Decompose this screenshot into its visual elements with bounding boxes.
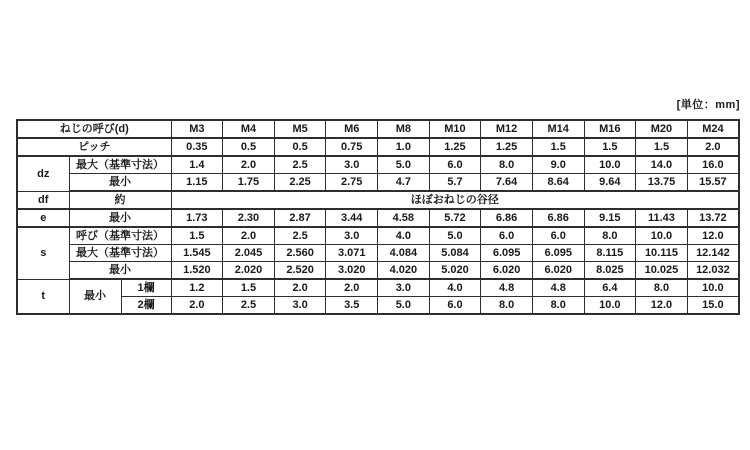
- t-col2-value: 3.0: [274, 297, 326, 315]
- row-df: [17, 191, 739, 209]
- t-col1-value: 2.0: [274, 279, 326, 297]
- t-col1-value: 2.0: [326, 279, 378, 297]
- pitch-label: ピッチ: [17, 138, 171, 156]
- s-min-value: 2.520: [274, 262, 326, 280]
- s-nominal-value: 8.0: [584, 227, 636, 245]
- unit-label: [単位：mm]: [676, 99, 740, 111]
- t-symbol: t: [17, 279, 69, 314]
- e-min-value: 2.87: [274, 209, 326, 227]
- row-dz-max: [17, 156, 739, 174]
- s-nominal-value: 5.0: [429, 227, 481, 245]
- column-header-size: M6: [326, 120, 378, 138]
- s-nominal-value: 6.0: [532, 227, 584, 245]
- column-header-size: M14: [532, 120, 584, 138]
- column-header-size: M8: [378, 120, 430, 138]
- t-col1-value: 4.8: [532, 279, 584, 297]
- e-symbol: e: [17, 209, 69, 227]
- dz-symbol: dz: [17, 156, 69, 191]
- s-max-value: 2.045: [223, 245, 275, 262]
- t-col1-value: 1.2: [171, 279, 223, 297]
- s-min-value: 4.020: [378, 262, 430, 280]
- dz-min-value: 7.64: [481, 174, 533, 192]
- s-max-value: 10.115: [636, 245, 688, 262]
- pitch-value: 1.25: [429, 138, 481, 156]
- thread-size-label: ねじの呼び(d): [17, 120, 171, 138]
- dz-max-value: 14.0: [636, 156, 688, 174]
- dz-max-value: 3.0: [326, 156, 378, 174]
- t-col2-value: 8.0: [481, 297, 533, 315]
- s-symbol: s: [17, 227, 69, 279]
- dz-min-value: 4.7: [378, 174, 430, 192]
- dz-min-value: 1.15: [171, 174, 223, 192]
- s-min-value: 1.520: [171, 262, 223, 280]
- s-max-value: 12.142: [687, 245, 739, 262]
- s-nominal-value: 2.0: [223, 227, 275, 245]
- t-col2-value: 6.0: [429, 297, 481, 315]
- dz-min-value: 2.25: [274, 174, 326, 192]
- t-col1-value: 1.5: [223, 279, 275, 297]
- e-min-value: 11.43: [636, 209, 688, 227]
- e-min-value: 6.86: [532, 209, 584, 227]
- dz-max-value: 2.0: [223, 156, 275, 174]
- dz-min-value: 2.75: [326, 174, 378, 192]
- dz-min-value: 15.57: [687, 174, 739, 192]
- t-col2-value: 8.0: [532, 297, 584, 315]
- pitch-value: 1.5: [636, 138, 688, 156]
- df-note: ほぼおねじの谷径: [171, 191, 739, 209]
- row-s-min: [17, 262, 739, 280]
- dz-max-value: 9.0: [532, 156, 584, 174]
- row-e-min: [17, 209, 739, 227]
- column-header-size: M12: [481, 120, 533, 138]
- dz-max-value: 6.0: [429, 156, 481, 174]
- s-nominal-label: 呼び（基準寸法）: [69, 227, 171, 245]
- s-min-value: 3.020: [326, 262, 378, 280]
- df-approx-label: 約: [69, 191, 171, 209]
- t-col1-value: 4.0: [429, 279, 481, 297]
- t-col2-value: 5.0: [378, 297, 430, 315]
- column-header-size: M5: [274, 120, 326, 138]
- pitch-value: 0.75: [326, 138, 378, 156]
- t-col2-value: 2.0: [171, 297, 223, 315]
- row-s-nominal: [17, 227, 739, 245]
- s-min-value: 6.020: [532, 262, 584, 280]
- e-min-value: 5.72: [429, 209, 481, 227]
- t-col2-value: 2.5: [223, 297, 275, 315]
- column-header-size: M24: [687, 120, 739, 138]
- e-min-value: 4.58: [378, 209, 430, 227]
- column-header-size: M4: [223, 120, 275, 138]
- t-col2-value: 3.5: [326, 297, 378, 315]
- dz-max-value: 5.0: [378, 156, 430, 174]
- screw-spec-table: [16, 119, 740, 315]
- e-min-label: 最小: [69, 209, 171, 227]
- s-max-value: 8.115: [584, 245, 636, 262]
- e-min-value: 9.15: [584, 209, 636, 227]
- dz-min-value: 5.7: [429, 174, 481, 192]
- e-min-value: 6.86: [481, 209, 533, 227]
- pitch-value: 1.5: [532, 138, 584, 156]
- column-header-size: M16: [584, 120, 636, 138]
- s-max-value: 2.560: [274, 245, 326, 262]
- e-min-value: 2.30: [223, 209, 275, 227]
- t-col2-value: 12.0: [636, 297, 688, 315]
- s-nominal-value: 3.0: [326, 227, 378, 245]
- e-min-value: 3.44: [326, 209, 378, 227]
- s-max-value: 4.084: [378, 245, 430, 262]
- dz-min-value: 13.75: [636, 174, 688, 192]
- s-min-value: 8.025: [584, 262, 636, 280]
- e-min-value: 13.72: [687, 209, 739, 227]
- t-col2-value: 15.0: [687, 297, 739, 315]
- t-col2-value: 10.0: [584, 297, 636, 315]
- t-col1-label: 1欄: [121, 279, 171, 297]
- dz-min-value: 8.64: [532, 174, 584, 192]
- t-min-label: 最小: [69, 279, 121, 314]
- pitch-value: 1.25: [481, 138, 533, 156]
- s-max-label: 最大（基準寸法）: [69, 245, 171, 262]
- row-s-max: [17, 245, 739, 262]
- pitch-value: 0.35: [171, 138, 223, 156]
- dz-max-value: 10.0: [584, 156, 636, 174]
- dz-min-label: 最小: [69, 174, 171, 192]
- column-header-size: M20: [636, 120, 688, 138]
- t-col1-value: 10.0: [687, 279, 739, 297]
- pitch-value: 1.5: [584, 138, 636, 156]
- s-max-value: 1.545: [171, 245, 223, 262]
- dz-min-value: 1.75: [223, 174, 275, 192]
- s-max-value: 5.084: [429, 245, 481, 262]
- dz-max-label: 最大（基準寸法）: [69, 156, 171, 174]
- s-nominal-value: 6.0: [481, 227, 533, 245]
- s-max-value: 3.071: [326, 245, 378, 262]
- pitch-value: 2.0: [687, 138, 739, 156]
- s-nominal-value: 1.5: [171, 227, 223, 245]
- pitch-value: 0.5: [274, 138, 326, 156]
- pitch-value: 1.0: [378, 138, 430, 156]
- dz-max-value: 2.5: [274, 156, 326, 174]
- dz-max-value: 8.0: [481, 156, 533, 174]
- t-col1-value: 4.8: [481, 279, 533, 297]
- row-t-col1: [17, 279, 739, 297]
- s-min-value: 6.020: [481, 262, 533, 280]
- s-min-value: 2.020: [223, 262, 275, 280]
- df-symbol: df: [17, 191, 69, 209]
- pitch-value: 0.5: [223, 138, 275, 156]
- s-nominal-value: 10.0: [636, 227, 688, 245]
- t-col1-value: 6.4: [584, 279, 636, 297]
- row-t-col2: [17, 297, 739, 315]
- s-min-label: 最小: [69, 262, 171, 280]
- s-nominal-value: 12.0: [687, 227, 739, 245]
- t-col2-label: 2欄: [121, 297, 171, 315]
- s-nominal-value: 4.0: [378, 227, 430, 245]
- dz-max-value: 16.0: [687, 156, 739, 174]
- s-max-value: 6.095: [532, 245, 584, 262]
- s-min-value: 5.020: [429, 262, 481, 280]
- dz-max-value: 1.4: [171, 156, 223, 174]
- row-pitch: [17, 138, 739, 156]
- s-max-value: 6.095: [481, 245, 533, 262]
- row-dz-min: [17, 174, 739, 192]
- row-thread-size: [17, 120, 739, 138]
- column-header-size: M3: [171, 120, 223, 138]
- t-col1-value: 3.0: [378, 279, 430, 297]
- s-nominal-value: 2.5: [274, 227, 326, 245]
- column-header-size: M10: [429, 120, 481, 138]
- t-col1-value: 8.0: [636, 279, 688, 297]
- dz-min-value: 9.64: [584, 174, 636, 192]
- s-min-value: 12.032: [687, 262, 739, 280]
- e-min-value: 1.73: [171, 209, 223, 227]
- s-min-value: 10.025: [636, 262, 688, 280]
